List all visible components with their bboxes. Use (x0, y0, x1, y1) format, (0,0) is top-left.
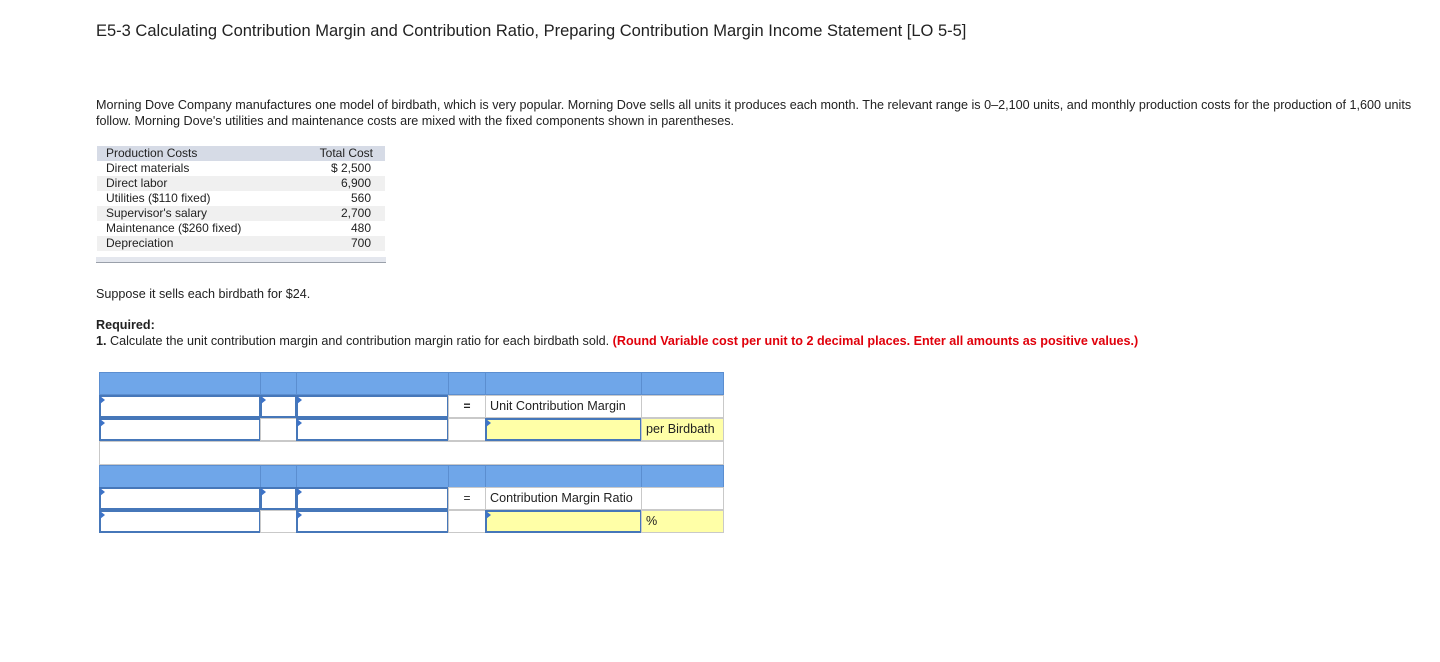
unit-contribution-margin-label: Unit Contribution Margin (485, 395, 642, 418)
sale-price-note: Suppose it sells each birdbath for $24. (96, 287, 311, 301)
cost-label: Direct labor (97, 176, 295, 191)
table-row (97, 191, 385, 206)
page-title: E5-3 Calculating Contribution Margin and Contribution Ratio, Preparing Contribution Margin Income Statement [LO 5-5] (96, 22, 967, 40)
per-birdbath-label: per Birdbath (641, 418, 724, 441)
question-number: 1. (96, 334, 107, 348)
required-heading: Required: (96, 318, 155, 332)
table-row (97, 236, 385, 251)
cost-value: 2,700 (295, 206, 385, 221)
cm-ratio-input-value-2[interactable] (296, 510, 449, 533)
table-row (97, 161, 385, 176)
cost-label: Utilities ($110 fixed) (106, 191, 211, 205)
cm-ratio-input-value-1[interactable] (99, 510, 261, 533)
cost-value: 6,900 (295, 176, 385, 191)
table-footer-bar (96, 257, 386, 263)
header-total-cost: Total Cost (295, 146, 385, 161)
table-row (97, 206, 385, 221)
question-text: Calculate the unit contribution margin and contribution margin ratio for each birdbath sold. (106, 334, 613, 348)
unit-cm-input-sign-1[interactable] (260, 395, 297, 418)
contribution-margin-ratio-label: Contribution Margin Ratio (485, 487, 642, 510)
unit-cm-input-value-2[interactable] (296, 418, 449, 441)
grid-spacer-row (99, 441, 724, 465)
header-production-costs: Production Costs (97, 146, 295, 161)
problem-intro: Morning Dove Company manufactures one model of birdbath, which is very popular. Morning Dove sells all units it produces each month. The relevant range is 0–2,100 units, and monthly production costs for the production of 1,600 units follow. Morning Dove's utilities and maintenance costs are mixed with the fixed components shown in parentheses. (96, 98, 1412, 128)
cost-label: Maintenance ($260 fixed) (106, 221, 242, 235)
cost-value: 480 (350, 221, 371, 235)
production-cost-table (97, 146, 385, 251)
cm-ratio-input-label-1[interactable] (99, 487, 261, 510)
cost-value: 560 (350, 191, 371, 205)
unit-contribution-margin-input[interactable] (485, 418, 642, 441)
cost-label: Supervisor's salary (97, 206, 295, 221)
required-question (96, 334, 1138, 348)
table-row (97, 176, 385, 191)
equals-sign: = (448, 487, 486, 510)
contribution-margin-ratio-input[interactable] (485, 510, 642, 533)
equals-sign: = (448, 395, 486, 418)
rounding-instruction: (Round Variable cost per unit to 2 decimal places. Enter all amounts as positive values.) (612, 334, 1139, 348)
unit-cm-input-label-1[interactable] (99, 395, 261, 418)
cost-label: Depreciation (97, 236, 295, 251)
cost-value: 700 (295, 236, 385, 251)
cost-label: Direct materials (106, 161, 190, 175)
cost-value: $ 2,500 (330, 161, 371, 175)
cost-table-header (97, 146, 385, 161)
percent-label: % (641, 510, 724, 533)
cm-ratio-input-label-2[interactable] (296, 487, 449, 510)
unit-cm-input-value-1[interactable] (99, 418, 261, 441)
cm-ratio-input-sign-1[interactable] (260, 487, 297, 510)
unit-cm-input-label-2[interactable] (296, 395, 449, 418)
table-row (97, 221, 385, 236)
